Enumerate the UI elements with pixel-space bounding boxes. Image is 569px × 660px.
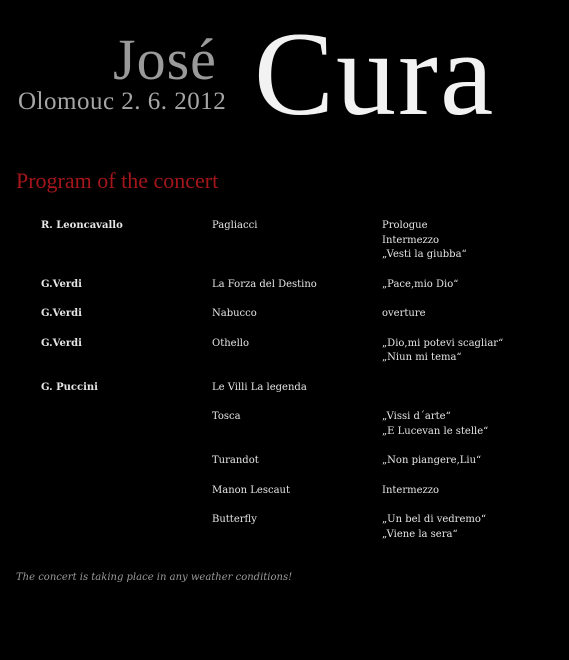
artist-last-name: Cura (254, 7, 496, 140)
piece-title: „Vissi d´arte“ (382, 411, 451, 422)
header-banner (0, 0, 569, 140)
piece-title: Prologue (382, 220, 428, 231)
piece-list (382, 381, 562, 396)
piece-title: „Dio,mi potevi scagliar“ (382, 337, 504, 349)
venue-date: Olomouc 2. 6. 2012 (18, 88, 227, 115)
work-title: Butterfly (212, 514, 257, 525)
composer-name (0, 484, 212, 499)
work-title: La Forza del Destino (212, 278, 317, 290)
work-title: Le Villi La legenda (212, 381, 307, 393)
program-row (0, 337, 569, 366)
program-row (0, 381, 569, 396)
program-row (0, 454, 569, 469)
composer-name: G.Verdi (41, 337, 82, 349)
piece-title: „Vesti la giubba“ (382, 249, 467, 260)
piece-title: overture (382, 308, 426, 319)
work-title: Pagliacci (212, 220, 258, 231)
program-row (0, 410, 569, 439)
composer-name: G.Verdi (41, 278, 82, 290)
piece-list (382, 278, 562, 293)
program-row (0, 513, 569, 542)
piece-title: „Viene la sera“ (382, 528, 458, 540)
piece-list (382, 410, 562, 439)
piece-list (382, 219, 562, 263)
piece-title: „Niun mi tema“ (382, 352, 462, 363)
program-title: Program of the concert (16, 168, 219, 193)
piece-title: „Non piangere,Liu“ (382, 455, 482, 466)
composer-name (0, 410, 212, 439)
composer-name: R. Leoncavallo (41, 220, 123, 231)
piece-list (382, 484, 562, 499)
piece-title: „Un bel di vedremo“ (382, 514, 486, 525)
composer-name: G. Puccini (41, 381, 98, 393)
piece-list (382, 307, 562, 322)
piece-list (382, 454, 562, 469)
work-title: Nabucco (212, 308, 257, 319)
composer-name (0, 454, 212, 469)
program-row (0, 278, 569, 293)
work-title: Manon Lescaut (212, 484, 290, 496)
composer-name: G.Verdi (41, 308, 82, 319)
program-list (0, 219, 569, 557)
artist-first-name: José (113, 27, 217, 92)
composer-name (0, 513, 212, 542)
weather-note: The concert is taking place in any weather conditions! (16, 572, 293, 583)
piece-list (382, 513, 562, 542)
work-title: Turandot (212, 455, 259, 466)
piece-title: „Pace,mio Dio“ (382, 278, 459, 290)
work-title: Othello (212, 337, 249, 349)
program-row (0, 219, 569, 263)
piece-title: Intermezzo (382, 234, 440, 246)
work-title: Tosca (212, 411, 241, 422)
program-row (0, 484, 569, 499)
piece-title: Intermezzo (382, 484, 440, 496)
piece-list (382, 337, 562, 366)
program-row (0, 307, 569, 322)
piece-title: „E Lucevan le stelle“ (382, 425, 489, 437)
